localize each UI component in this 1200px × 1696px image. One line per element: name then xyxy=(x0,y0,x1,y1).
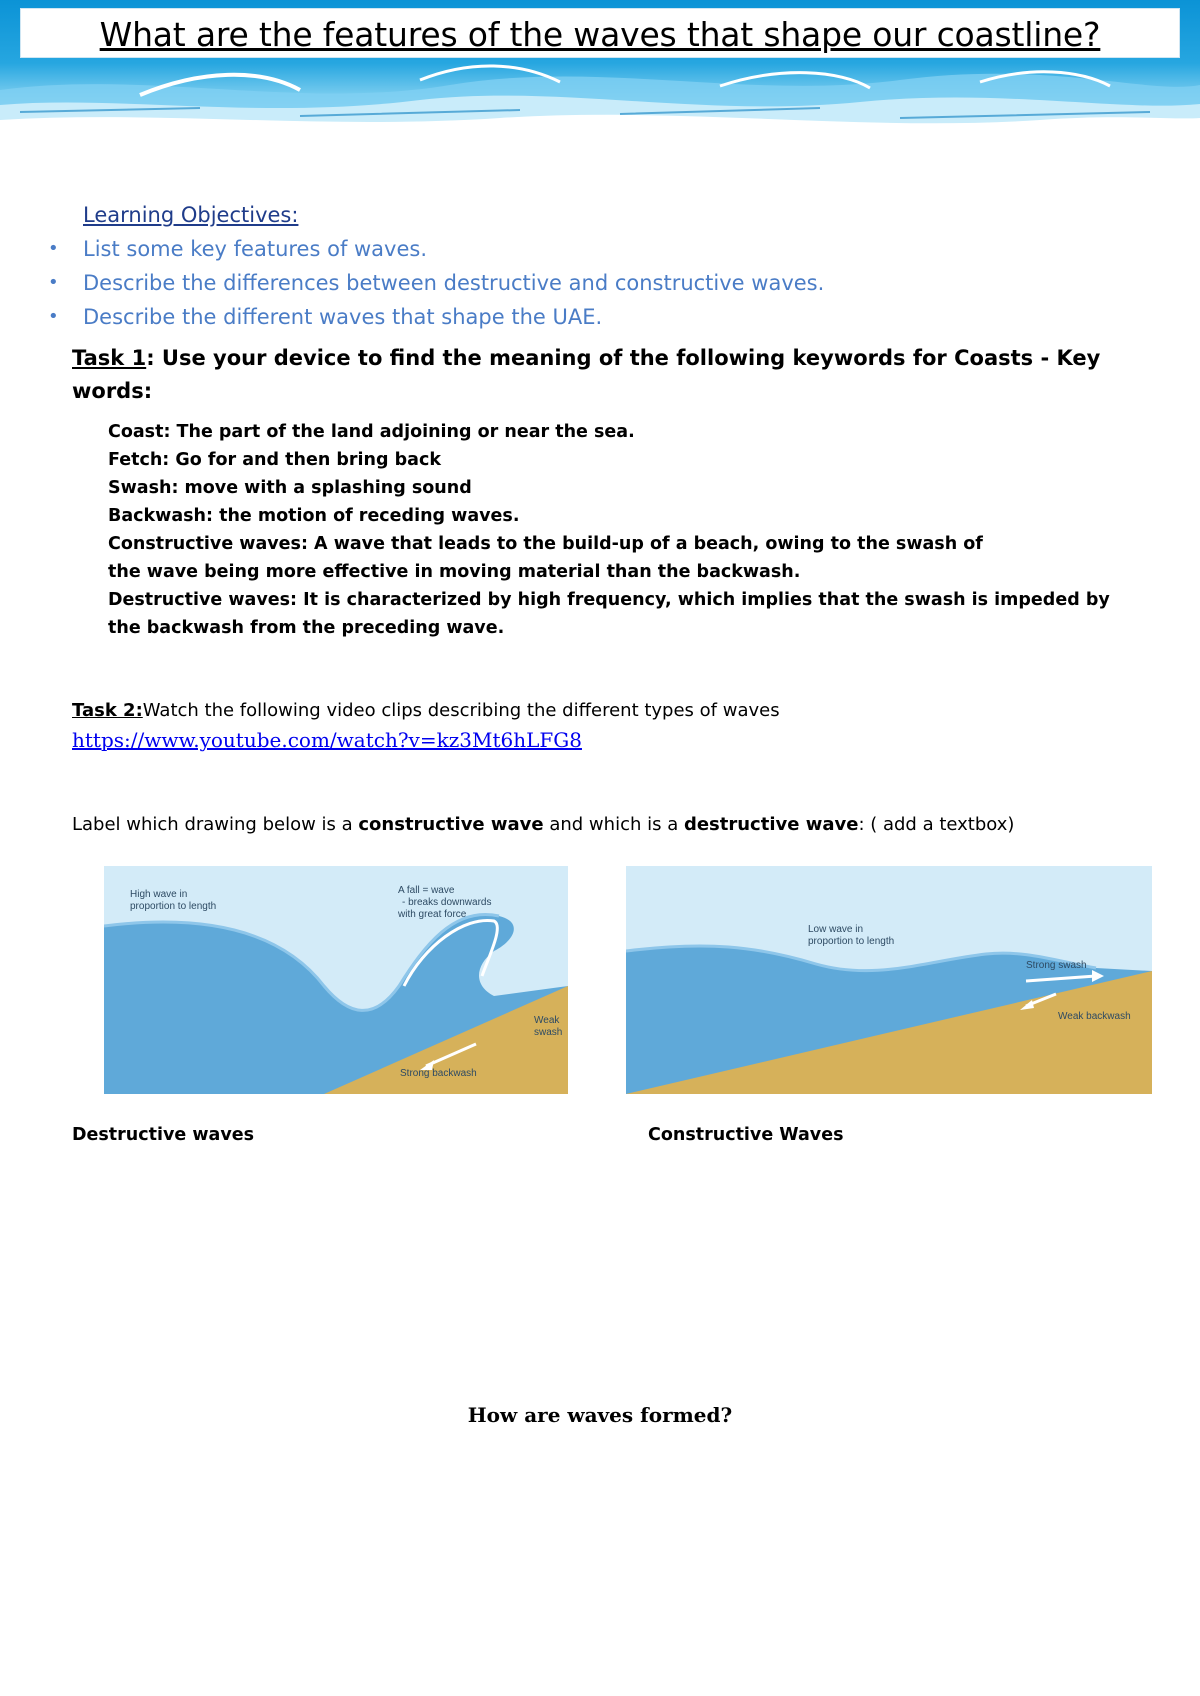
diagram-label: proportion to length xyxy=(130,901,217,912)
diagram-label: with great force xyxy=(398,909,467,920)
definition-line: the wave being more effective in moving material than the backwash. xyxy=(108,562,801,582)
label-instruction xyxy=(72,814,1014,835)
task2-label: Task 2: xyxy=(72,700,143,721)
task1-instruction xyxy=(72,342,1132,408)
definition-line: Constructive waves: A wave that leads to the build-up of a beach, owing to the swash of xyxy=(108,534,983,554)
learning-objectives-heading: Learning Objectives: xyxy=(83,203,299,227)
diagram-label: Strong swash xyxy=(1026,960,1087,971)
header-banner xyxy=(0,0,1200,140)
diagram-label: High wave in xyxy=(130,889,188,900)
objectives-list xyxy=(48,232,824,334)
objective-item: • Describe the differences between destructive and constructive waves. xyxy=(48,266,824,300)
section-heading: How are waves formed? xyxy=(467,1403,733,1427)
diagram-label: Weak xyxy=(534,1015,560,1026)
task1-text: : Use your device to find the meaning of the following keywords for Coasts - Key words: xyxy=(72,346,1101,403)
caption-destructive: Destructive waves xyxy=(72,1125,255,1145)
definition-line: the backwash from the preceding wave. xyxy=(108,618,505,638)
page-title: What are the features of the waves that shape our coastline? xyxy=(99,15,1101,54)
diagram-label: swash xyxy=(534,1027,563,1038)
definition-line: Fetch: Go for and then bring back xyxy=(108,450,441,470)
diagram-label: proportion to length xyxy=(808,936,895,947)
task2-text: Watch the following video clips describing the different types of waves xyxy=(142,700,780,721)
objective-item: • Describe the different waves that shape the UAE. xyxy=(48,300,824,334)
definition-line: Coast: The part of the land adjoining or near the sea. xyxy=(108,422,635,442)
objective-item: • List some key features of waves. xyxy=(48,232,824,266)
definitions-block[interactable] xyxy=(108,418,1138,642)
instruction-text: Label which drawing below is a xyxy=(72,814,359,835)
instruction-bold: constructive wave xyxy=(358,814,544,835)
title-box xyxy=(20,8,1180,58)
diagram-label: Weak backwash xyxy=(1058,1011,1131,1022)
video-link[interactable]: https://www.youtube.com/watch?v=kz3Mt6hLFG8 xyxy=(72,728,582,752)
instruction-bold: destructive wave xyxy=(683,814,859,835)
instruction-text: and which is a xyxy=(543,814,684,835)
instruction-text: : ( add a textbox) xyxy=(858,814,1015,835)
diagram-label: - breaks downwards xyxy=(402,897,492,908)
destructive-wave-diagram[interactable] xyxy=(104,866,568,1094)
diagram-label: Strong backwash xyxy=(400,1068,477,1079)
definition-line: Backwash: the motion of receding waves. xyxy=(108,506,520,526)
diagram-label: Low wave in xyxy=(808,924,864,935)
definition-line: Swash: move with a splashing sound xyxy=(108,478,472,498)
task1-label: Task 1 xyxy=(72,346,147,370)
caption-constructive: Constructive Waves xyxy=(648,1125,844,1145)
task2-instruction xyxy=(72,700,780,721)
diagram-label: A fall = wave xyxy=(398,885,455,896)
constructive-wave-diagram[interactable] xyxy=(626,866,1152,1094)
definition-line: Destructive waves: It is characterized by high frequency, which implies that the swash is impeded by xyxy=(108,590,1110,610)
